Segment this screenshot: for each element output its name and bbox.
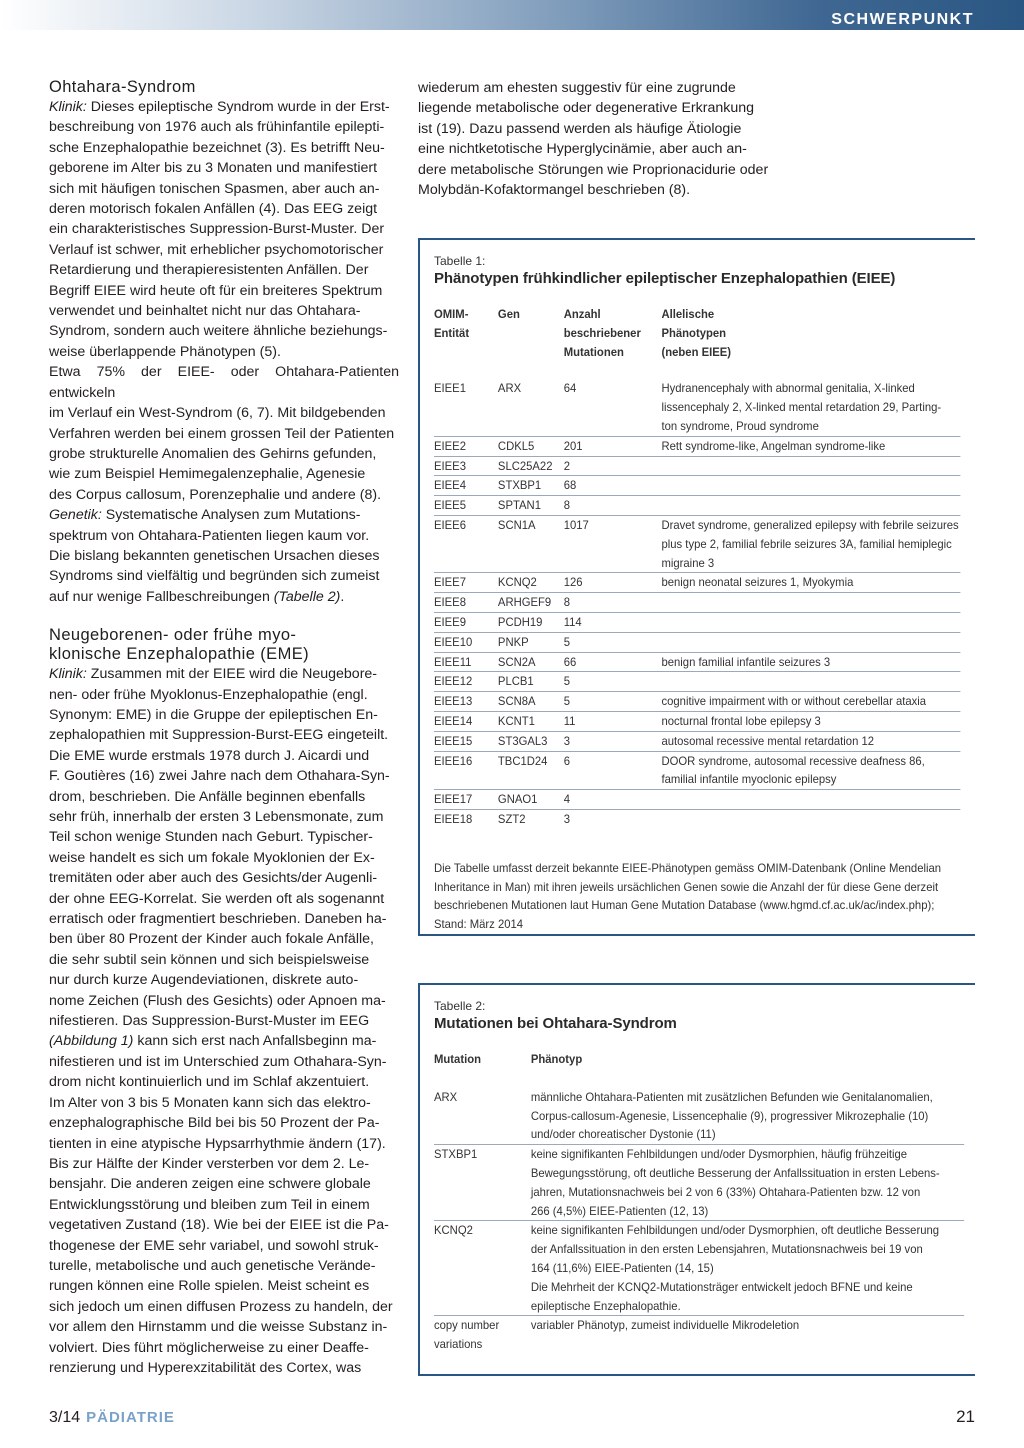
body-text-line: Bis zur Hälfte der Kinder versterben vor dem 2. Le- [49, 1155, 370, 1172]
table1-header-cell [434, 305, 498, 361]
mutation-count-cell: 64 [563, 381, 577, 396]
body-text-line: eine nichtketotische Hyperglycinämie, aber auch an- [418, 141, 747, 158]
body-text-line: Dieses epileptische Syndrom wurde in der Erst- [86, 99, 390, 115]
table1-header-cell-line: Allelische [661, 307, 715, 321]
table-row [434, 457, 960, 477]
body-text-line: geborene im Alter bis zu 3 Monaten und manifestiert [49, 160, 378, 177]
gene-cell: ARHGEF9 [497, 595, 552, 610]
table-row [434, 790, 960, 810]
body-text-line: Syndroms sind vielfältig und begründen sich zumeist [49, 568, 380, 585]
omim-entity-cell: EIEE9 [434, 614, 466, 629]
punctuation: . [340, 588, 345, 605]
phenotype-cell-line: 266 (4,5%) EIEE-Patienten (12, 13) [530, 1203, 709, 1218]
body-text-line: sehr früh, innerhalb der ersten 3 Lebensmonate, zum [49, 809, 384, 825]
body-text-line: enzephalographische Bild bei bis 50 Prozent der Pa- [49, 1115, 380, 1132]
phenotype-cell-line: nocturnal frontal lobe epilepsy 3 [661, 713, 821, 728]
phenotype-cell [661, 379, 962, 435]
table1-header-cell-line: beschriebener [563, 325, 641, 340]
klinik-label: Klinik: [49, 99, 87, 115]
body-text-line: tienten in eine atypische Hypsarrhythmie ändern (17). [49, 1135, 386, 1152]
table-row [434, 379, 960, 436]
table1-box [418, 238, 975, 936]
gene-cell: PCDH19 [497, 614, 543, 629]
gene-cell: SZT2 [497, 811, 526, 826]
table2 [434, 1050, 964, 1354]
table-row [434, 653, 960, 673]
mutation-count-cell: 5 [563, 694, 571, 709]
paragraph-klinik [49, 97, 399, 505]
mutation-cell [434, 1221, 531, 1315]
body-text-line: ben über 80 Prozent der Kinder auch fokale Anfälle, [49, 931, 374, 948]
gene-cell: CDKL5 [497, 438, 535, 453]
omim-entity-cell: EIEE5 [434, 498, 466, 513]
phenotype-cell-line: Rett syndrome-like, Angelman syndrome-like [661, 438, 886, 453]
body-text-line: vegetativen Zustand (18). Wie bei der EIEE ist die Pa- [49, 1217, 389, 1234]
body-text-line: Die bislang bekannten genetischen Ursachen dieses [49, 547, 380, 564]
body-text-line: grobe strukturelle Anomalien des Gehirns gefunden, [49, 445, 377, 462]
body-text-line: F. Goutières (16) zwei Jahre nach dem Othahara-Syn- [49, 768, 390, 785]
issue-number: 3/14 [49, 1409, 81, 1426]
gene-cell: TBC1D24 [497, 753, 548, 768]
mutation-cell-line: variations [434, 1337, 483, 1352]
omim-entity-cell: EIEE16 [434, 753, 473, 768]
body-text-line: wie zum Beispiel Hemimegalenzephalie, Agenesie [49, 466, 366, 483]
phenotype-cell-line: Die Mehrheit der KCNQ2-Mutationsträger entwickelt jedoch BFNE und keine [530, 1279, 913, 1294]
omim-entity-cell: EIEE10 [434, 634, 473, 649]
figure-reference: (Abbildung 1) [49, 1033, 134, 1050]
body-text-line: tremitäten oder aber auch des Gesichts/der Augenli- [49, 870, 378, 887]
phenotype-cell-line: familial infantile myoclonic epilepsy [661, 772, 837, 787]
phenotype-cell [661, 810, 962, 829]
table-row [434, 1088, 964, 1145]
page-number: 21 [956, 1407, 975, 1426]
table-row [434, 496, 960, 516]
phenotype-cell [661, 692, 962, 711]
table-row [434, 752, 960, 791]
omim-entity-cell: EIEE13 [434, 694, 473, 709]
phenotype-cell [661, 496, 962, 515]
body-text-line: Die EME wurde erstmals 1978 durch J. Aicardi und [49, 747, 370, 764]
gene-cell: SCN2A [497, 654, 536, 669]
table1-header-cell-line: Phänotypen [661, 325, 727, 340]
footnote-line: beschriebenen Mutationen laut Human Gene Mutation Database (www.hgmd.cf.ac.uk/ac/index.php); [434, 898, 935, 913]
phenotype-cell [661, 653, 962, 672]
mutation-cell-line: STXBP1 [434, 1147, 478, 1162]
phenotype-cell-line: Bewegungsstörung, oft deutliche Besserung der Anfallssituation in ersten Lebens- [530, 1165, 940, 1180]
gene-cell: STXBP1 [497, 478, 542, 493]
body-text-line: der ohne EEG-Korrelat. Sie werden oft als sogenannt [49, 890, 385, 907]
phenotype-cell [661, 732, 962, 751]
body-text-line: deren motorisch fokalen Anfällen (4). Das EEG zeigt [49, 201, 378, 218]
phenotype-cell-line: ton syndrome, Proud syndrome [661, 418, 819, 433]
mutation-count-cell: 1017 [563, 517, 589, 532]
body-text-line: ein charakteristisches Suppression-Burst-Muster. Der [49, 221, 385, 238]
mutation-cell-line: copy number [434, 1318, 500, 1333]
table2-header-cell: Mutation [434, 1052, 481, 1066]
phenotype-cell [661, 593, 962, 612]
body-text-line: sich jedoch um einen diffusen Prozess zu handeln, der [49, 1298, 393, 1315]
mutation-cell-line: KCNQ2 [434, 1223, 473, 1238]
table-row [434, 712, 960, 732]
mutation-count-cell: 4 [563, 792, 571, 807]
phenotype-cell-line: jahren, Mutationsnachweis bei 2 von 6 (33%) Ohtahara-Patienten bzw. 12 von [530, 1184, 921, 1199]
phenotype-cell [661, 476, 962, 495]
phenotype-cell [661, 790, 962, 809]
genetik-label: Genetik: [49, 507, 102, 524]
heading-eme [49, 626, 399, 664]
table1-title: Phänotypen frühkindlicher epileptischer Enzephalopathien (EIEE) [434, 270, 896, 287]
mutation-count-cell: 5 [563, 674, 571, 689]
table1-header-cell-line: OMIM- [434, 307, 469, 321]
mid-column [418, 78, 769, 200]
table-row [434, 1145, 964, 1221]
body-text-line: verwendet und beinhaltet nicht nur das Ohtahara- [49, 303, 361, 320]
body-text-line: rungen können eine Rolle spielen. Meist scheint es [49, 1278, 370, 1295]
phenotype-cell-line: cognitive impairment with or without cerebellar ataxia [661, 694, 927, 709]
gene-cell: SPTAN1 [497, 498, 541, 513]
body-text-line: nifestieren. Das Suppression-Burst-Muster im EEG [49, 1013, 370, 1030]
table1-header-cell [564, 305, 662, 361]
gene-cell: GNAO1 [497, 792, 538, 807]
phenotype-cell-line: Dravet syndrome, generalized epilepsy with febrile seizures [661, 517, 959, 532]
body-text-line: renzierung und Hyperexzitabilität des Cortex, was [49, 1359, 362, 1376]
phenotype-cell [531, 1221, 963, 1315]
table2-box [418, 983, 975, 1376]
table-row [434, 613, 960, 633]
omim-entity-cell: EIEE1 [434, 381, 466, 396]
body-text-line: nome Zeichen (Flush des Gesichts) oder Apnoen ma- [49, 992, 386, 1009]
table-reference: (Tabelle 2) [273, 588, 341, 605]
phenotype-cell [661, 573, 962, 592]
body-text-line: sich mit häufigen tonischen Spasmen, aber auch an- [49, 180, 380, 197]
klinik2-label: Klinik: [49, 666, 87, 683]
table2-caption: Tabelle 2: [434, 999, 486, 1013]
body-text-line: spektrum von Ohtahara-Patienten liegen kaum vor. [49, 527, 370, 544]
table1-header-cell-line: Gen [497, 307, 520, 321]
phenotype-cell-line: 164 (11,6%) EIEE-Patienten (14, 15) [530, 1260, 714, 1275]
phenotype-cell-line: autosomal recessive mental retardation 12 [661, 733, 875, 748]
phenotype-cell-line: Corpus-callosum-Agenesie, Lissencephalie (9), progressiver Mikrozephalie (10) [530, 1108, 929, 1123]
body-text-line: ist (19). Dazu passend werden als häufige Ätiologie [418, 120, 742, 137]
mutation-cell [434, 1316, 531, 1354]
table-row [434, 516, 960, 573]
phenotype-cell [531, 1145, 963, 1220]
phenotype-cell-line: plus type 2, familial febrile seizures 3A, familial hemiplegic [661, 536, 952, 551]
body-text-line: Verfahren werden bei einem grossen Teil der Patienten [49, 425, 395, 442]
footnote-line: Stand: März 2014 [434, 917, 524, 932]
table2-title: Mutationen bei Ohtahara-Syndrom [434, 1015, 677, 1032]
phenotype-cell-line: DOOR syndrome, autosomal recessive deafness 86, [661, 753, 925, 768]
gene-cell: SCN1A [497, 517, 536, 532]
body-text-line: zephalopathien mit Suppression-Burst-EEG eingeteilt. [49, 727, 389, 744]
phenotype-cell [661, 712, 962, 731]
mutation-count-cell: 66 [563, 654, 577, 669]
mutation-count-cell: 201 [563, 438, 583, 453]
gene-cell: PNKP [497, 634, 529, 649]
table1 [434, 305, 960, 934]
mutation-count-cell: 3 [563, 811, 571, 826]
table-row [434, 732, 960, 752]
body-text-line: turelle, metabolische und auch genetische Verände- [49, 1257, 376, 1274]
body-text-line: sche Enzephalopathie bezeichnet (3). Es betrifft Neu- [49, 139, 385, 156]
omim-entity-cell: EIEE7 [434, 575, 466, 590]
paragraph-eme [49, 664, 399, 1378]
omim-entity-cell: EIEE11 [434, 654, 472, 669]
phenotype-cell-line: Hydranencephaly with abnormal genitalia, X-linked [661, 381, 915, 396]
omim-entity-cell: EIEE15 [434, 733, 473, 748]
body-text-line: weise überlappende Phänotypen (5). [49, 343, 281, 360]
phenotype-cell-line: variabler Phänotyp, zumeist individuelle Mikrodeletion [530, 1318, 800, 1333]
table-row [434, 633, 960, 653]
table-row [434, 573, 960, 593]
body-text-line: nifestieren und ist im Unterschied zum Othahara-Syn- [49, 1053, 387, 1070]
phenotype-cell-line: epileptische Enzephalopathie. [530, 1298, 681, 1313]
mutation-count-cell: 8 [563, 498, 571, 513]
omim-entity-cell: EIEE4 [434, 478, 466, 493]
body-text-line: kann sich erst nach Anfallsbeginn ma- [133, 1033, 377, 1050]
section-label: SCHWERPUNKT [831, 11, 974, 28]
body-text-line: Entwicklungsstörung und bleiben zum Teil in einem [49, 1196, 370, 1213]
table1-footnote [434, 859, 998, 934]
omim-entity-cell: EIEE6 [434, 517, 466, 532]
table-row [434, 1316, 964, 1354]
omim-entity-cell: EIEE8 [434, 595, 466, 610]
mutation-cell [434, 1145, 531, 1220]
mutation-cell [434, 1088, 531, 1144]
body-text-line: beschreibung von 1976 auch als frühinfantile epilepti- [49, 119, 385, 136]
mutation-count-cell: 3 [563, 733, 571, 748]
table1-header-cell [498, 305, 564, 361]
table-row [434, 476, 960, 496]
mutation-count-cell: 114 [563, 614, 582, 629]
table2-header-cell: Phänotyp [530, 1052, 583, 1066]
body-text-line: drom nicht kontinuierlich und im Schlaf akzentuiert. [49, 1074, 370, 1091]
body-text-line: Molybdän-Kofaktormangel beschrieben (8). [418, 182, 691, 199]
body-text-line: dere metabolische Störungen wie Proprionacidurie oder [418, 161, 769, 178]
phenotype-cell-line: und/oder choreatischer Dystonie (11) [530, 1127, 716, 1142]
heading-ohtahara: Ohtahara-Syndrom [49, 78, 196, 96]
body-text-line: erratisch oder fragmentiert beschrieben. Daneben ha- [49, 911, 387, 928]
footnote-line: Inheritance in Man) mit ihren jeweils ursächlichen Genen sowie die Anzahl der für diese Gene derzeit [434, 879, 939, 894]
phenotype-cell-line: benign familial infantile seizures 3 [661, 654, 831, 669]
footnote-line: Die Tabelle umfasst derzeit bekannte EIEE-Phänotypen gemäss OMIM-Datenbank (Online Mendelian [434, 860, 942, 875]
body-text-line: weise handelt es sich um fokale Myoklonien der Ex- [49, 849, 375, 866]
table-row [434, 593, 960, 613]
gene-cell: ST3GAL3 [497, 733, 548, 748]
body-text-line: Synonym: EME) in die Gruppe der epileptischen En- [49, 706, 378, 723]
paragraph-genetik [49, 505, 399, 607]
mutation-count-cell: 6 [563, 753, 571, 768]
body-text-line: auf nur wenige Fallbeschreibungen [49, 588, 274, 605]
body-text-line: nur durch kurze Augendeviationen, diskrete auto- [49, 972, 359, 989]
table2-header-row [434, 1050, 964, 1069]
table1-header-row [434, 305, 960, 361]
table1-header-cell-line: (neben EIEE) [661, 344, 732, 359]
body-text-line: Im Alter von 3 bis 5 Monaten kann sich das elektro- [49, 1094, 371, 1111]
gene-cell: PLCB1 [497, 674, 534, 689]
body-text-line: Zusammen mit der EIEE wird die Neugebore- [86, 666, 378, 683]
body-text-line: vor allem den Hirnstamm und die weisse Substanz in- [49, 1319, 388, 1336]
gene-cell: SCN8A [497, 694, 536, 709]
body-text-line: Syndrom, sondern auch weitere ähnliche beziehungs- [49, 323, 388, 340]
table-row [434, 692, 960, 712]
phenotype-cell [661, 752, 962, 790]
phenotype-cell-line: migraine 3 [661, 555, 715, 570]
table1-header-cell-line: Anzahl [563, 307, 601, 321]
mutation-count-cell: 11 [563, 713, 576, 728]
body-text-line: nen- oder frühe Myoklonus-Enzephalopathie (engl. [49, 686, 368, 703]
heading-eme-line1: Neugeborenen- oder frühe myo- [49, 626, 297, 645]
table1-caption: Tabelle 1: [434, 254, 486, 268]
body-text-line: Systematische Analysen zum Mutations- [101, 507, 361, 524]
gene-cell: ARX [497, 381, 522, 396]
body-text-line: Verlauf ist schwer, mit erheblicher psychomotorischer [49, 241, 384, 258]
omim-entity-cell: EIEE14 [434, 713, 473, 728]
omim-entity-cell: EIEE2 [434, 438, 466, 453]
left-column [49, 78, 399, 1378]
phenotype-cell [531, 1316, 963, 1354]
body-text-line: im Verlauf ein West-Syndrom (6, 7). Mit bildgebenden [49, 405, 386, 422]
footer-issue [49, 1409, 175, 1427]
phenotype-cell [661, 437, 962, 456]
table1-header-cell [661, 305, 962, 361]
body-text-line: drom, beschrieben. Die Anfälle beginnen ebenfalls [49, 788, 366, 805]
mutation-cell-line: ARX [434, 1089, 458, 1104]
gene-cell: SLC25A22 [497, 458, 553, 473]
body-text-line: des Corpus callosum, Porenzephalie und andere (8). [49, 486, 382, 503]
heading-eme-line2: klonische Enzephalopathie (EME) [49, 645, 310, 664]
omim-entity-cell: EIEE18 [434, 811, 473, 826]
phenotype-cell [661, 633, 962, 652]
paragraph-continued [418, 78, 769, 200]
body-text-line: liegende metabolische oder degenerative Erkrankung [418, 100, 754, 117]
mutation-count-cell: 126 [563, 575, 583, 590]
mutation-count-cell: 8 [563, 595, 571, 610]
omim-entity-cell: EIEE12 [434, 674, 473, 689]
phenotype-cell-line: keine signifikanten Fehlbildungen und/oder Dysmorphien, häufig frühzeitige [530, 1147, 908, 1162]
phenotype-cell [661, 613, 962, 632]
table1-header-cell-line: Mutationen [563, 344, 624, 359]
mutation-count-cell: 68 [563, 478, 577, 493]
table-row [434, 672, 960, 692]
body-text-line: wiederum am ehesten suggestiv für eine zugrunde [418, 80, 736, 96]
body-text-line: Etwa 75% der EIEE- oder Ohtahara-Patienten entwickeln [49, 364, 399, 401]
table1-header-cell-line: Entität [434, 325, 470, 340]
gene-cell: KCNT1 [497, 713, 535, 728]
table-row [434, 1221, 964, 1316]
gene-cell: KCNQ2 [497, 575, 537, 590]
mutation-count-cell: 5 [563, 634, 571, 649]
omim-entity-cell: EIEE3 [434, 458, 466, 473]
phenotype-cell-line: keine signifikanten Fehlbildungen und/oder Dysmorphien, oft deutliche Besserung [530, 1223, 940, 1238]
body-text-line: bensjahr. Die anderen zeigen eine schwere globale [49, 1176, 371, 1193]
phenotype-cell [531, 1088, 963, 1144]
body-text-line: Retardierung und therapieresistenten Anfällen. Der [49, 262, 369, 279]
body-text-line: Teil schon wenige Stunden nach Geburt. Typischer- [49, 829, 373, 846]
phenotype-cell-line: männliche Ohtahara-Patienten mit zusätzlichen Befunden wie Genitalanomalien, [530, 1089, 933, 1104]
body-text-line: volviert. Dies führt möglicherweise zu einer Deaffe- [49, 1339, 369, 1356]
phenotype-cell [661, 516, 962, 572]
phenotype-cell [661, 672, 962, 691]
omim-entity-cell: EIEE17 [434, 792, 473, 807]
phenotype-cell-line: der Anfallssituation in den ersten Lebensjahren, Mutationsnachweis bei 19 von [530, 1242, 923, 1257]
body-text-line: Begriff EIEE wird heute oft für ein breiteres Spektrum [49, 282, 383, 299]
phenotype-cell-line: benign neonatal seizures 1, Myokymia [661, 575, 854, 590]
phenotype-cell-line: lissencephaly 2, X-linked mental retardation 29, Parting- [661, 400, 942, 415]
phenotype-cell [661, 457, 962, 476]
mutation-count-cell: 2 [563, 458, 571, 473]
journal-name: PÄDIATRIE [86, 1409, 175, 1426]
table-row [434, 437, 960, 457]
body-text-line: thogenese der EME sehr variabel, und sowohl struk- [49, 1237, 379, 1254]
table-row [434, 810, 960, 829]
body-text-line: die sehr subtil sein können und sich beispielsweise [49, 951, 370, 968]
